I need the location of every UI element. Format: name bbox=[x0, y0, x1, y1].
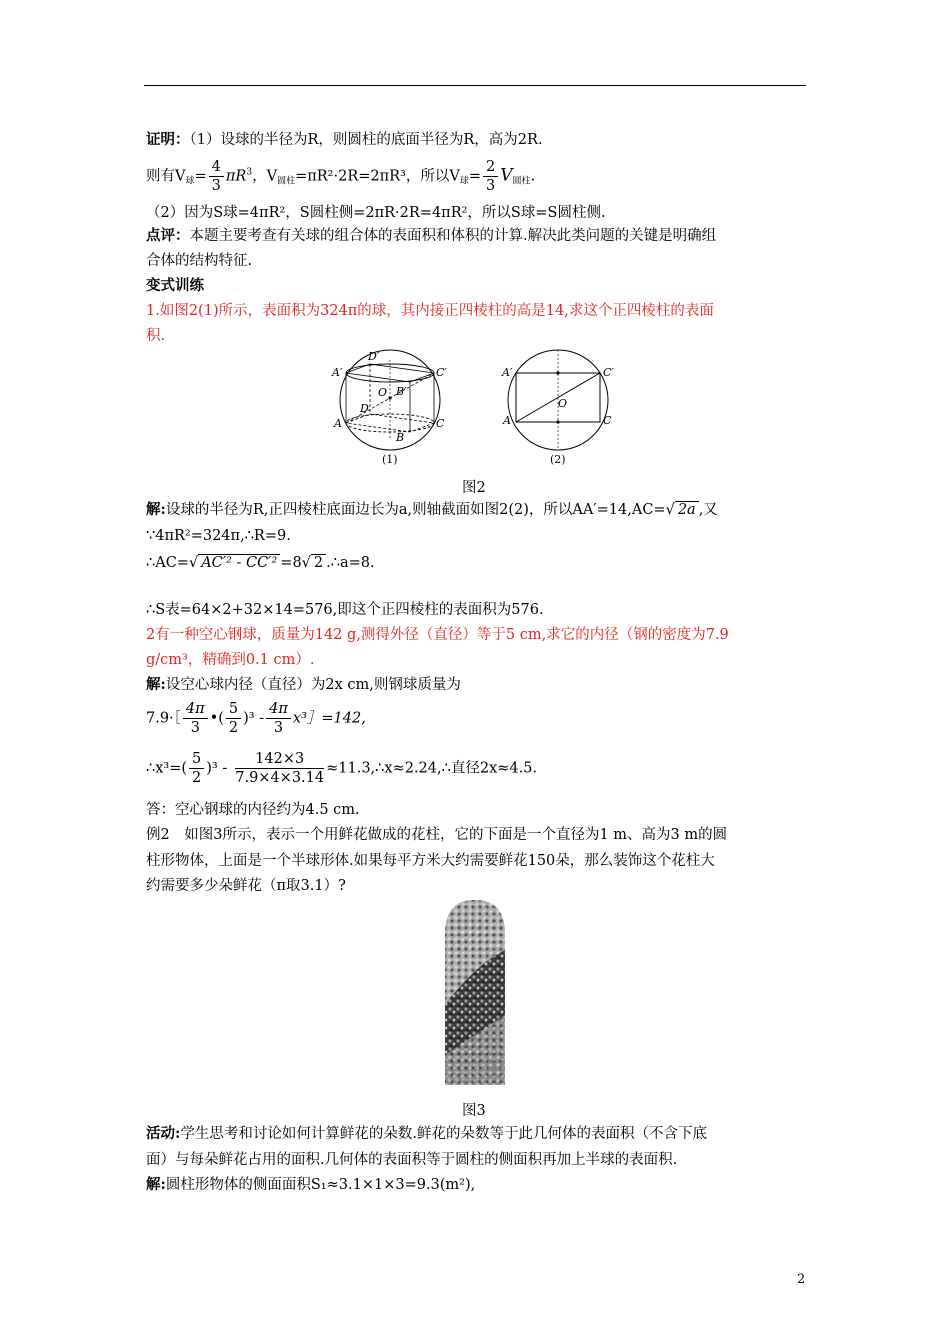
figure-3-flower-column bbox=[440, 895, 510, 1090]
label-A1-2: A′ bbox=[502, 366, 513, 379]
question-1-line-1: 1.如图2(1)所示，表面积为324π的球，其内接正四棱柱的高是14,求这个正四棱柱的表面 bbox=[146, 303, 714, 319]
label-O: O bbox=[378, 386, 388, 399]
example-2-line-3: 约需要多少朵鲜花（π取3.1）? bbox=[146, 878, 346, 894]
page-number: 2 bbox=[797, 1272, 806, 1287]
solution-1-line-4: ∴S表=64×2+32×14=576,即这个正四棱柱的表面积为576. bbox=[146, 602, 544, 618]
label-C: C bbox=[436, 417, 445, 430]
fraction: $\frac{4}{3}$ bbox=[209, 158, 224, 195]
label-B: B bbox=[396, 431, 405, 444]
solution-2-line-2: 7.9·［ $\frac{4\pi}{3}$ •( $\frac{5}{2}$ )³ - $\frac{4\pi}{3}$ x³］=142, bbox=[146, 701, 366, 736]
question-2-line-2: g/cm³，精确到0.1 cm）. bbox=[146, 652, 315, 668]
label-A1: A′ bbox=[332, 366, 343, 379]
label-A: A bbox=[334, 417, 342, 430]
fig2-sub-1: (1) bbox=[382, 453, 398, 466]
comment-line-1: 点评：本题主要考查有关球的组合体的表面积和体积的计算.解决此类问题的关键是明确组 bbox=[146, 227, 717, 244]
answer-2: 答：空心钢球的内径约为4.5 cm. bbox=[146, 802, 360, 818]
header-rule bbox=[144, 85, 806, 86]
solution-2-line-3: ∴x³=( $\frac{5}{2}$ )³ - $\frac{142\times 3}{7.9\times 4\times 3.14}$ ≈11.3,∴x≈2.24,∴直径2x≈4.5. bbox=[146, 751, 538, 786]
figure-2-caption: 图2 bbox=[462, 480, 486, 496]
label-D: D bbox=[360, 402, 369, 415]
solution-2-line-1: 解:设空心球内径（直径）为2x cm,则钢球质量为 bbox=[146, 676, 461, 693]
label-B1: B′ bbox=[396, 385, 407, 398]
example-2-solution: 解:圆柱形物体的侧面面积S₁≈3.1×1×3=9.3(m²), bbox=[146, 1176, 476, 1193]
solution-1-line-1: 解:设球的半径为R,正四棱柱底面边长为a,则轴截面如图2(2)，所以AA′=14,AC=√ 2a ,又 bbox=[146, 501, 718, 518]
label-O-2: O bbox=[558, 397, 568, 410]
label-A-2: A bbox=[503, 414, 511, 427]
label-C-2: C bbox=[603, 414, 612, 427]
proof-line-3: （2）因为S球=4πR²，S圆柱侧=2πR·2R=4πR²，所以S球=S圆柱侧. bbox=[146, 205, 606, 221]
activity-line-1: 活动:学生思考和讨论如何计算鲜花的朵数.鲜花的朵数等于此几何体的表面积（不含下底 bbox=[146, 1125, 707, 1142]
label-D1: D′ bbox=[368, 350, 380, 363]
figure-2 bbox=[330, 345, 630, 470]
question-2-line-1: 2有一种空心钢球，质量为142 g,测得外径（直径）等于5 cm,求它的内径（钢的密度为7.9 bbox=[146, 627, 729, 643]
comment-line-2: 合体的结构特征. bbox=[146, 253, 253, 269]
figure-3-caption: 图3 bbox=[462, 1103, 486, 1119]
proof-line-2: 则有$V_球=$ $\frac{4}{3}$ $\pi R^3$，$V_{圆柱}=\pi R^2\cdot 2R=2\pi R^3$，所以$V_球=$ $\frac{2}{3}$ $V_{圆柱}$. bbox=[146, 159, 536, 194]
fraction: $\frac{2}{3}$ bbox=[483, 158, 498, 195]
label-C1-2: C′ bbox=[603, 366, 614, 379]
solution-1-line-3: ∴AC=√ AC′² - CC′² =8√ 2 .∴a=8. bbox=[146, 555, 375, 571]
example-2-line-1: 例2 如图3所示，表示一个用鲜花做成的花柱，它的下面是一个直径为1 m、高为3 m的圆 bbox=[146, 827, 728, 843]
practice-title: 变式训练 bbox=[146, 277, 204, 294]
solution-1-line-2: ∵4πR²=324π,∴R=9. bbox=[146, 528, 291, 544]
question-1-line-2: 积. bbox=[146, 328, 166, 344]
proof-line-1: 证明：（1）设球的半径为R，则圆柱的底面半径为R，高为2R. bbox=[146, 131, 543, 148]
activity-line-2: 面）与每朵鲜花占用的面积.几何体的表面积等于圆柱的侧面积再加上半球的表面积. bbox=[146, 1152, 678, 1168]
label-C1: C′ bbox=[436, 366, 447, 379]
example-2-line-2: 柱形物体，上面是一个半球形体.如果每平方米大约需要鲜花150朵，那么装饰这个花柱大 bbox=[146, 853, 715, 869]
fig2-sub-2: (2) bbox=[550, 453, 566, 466]
